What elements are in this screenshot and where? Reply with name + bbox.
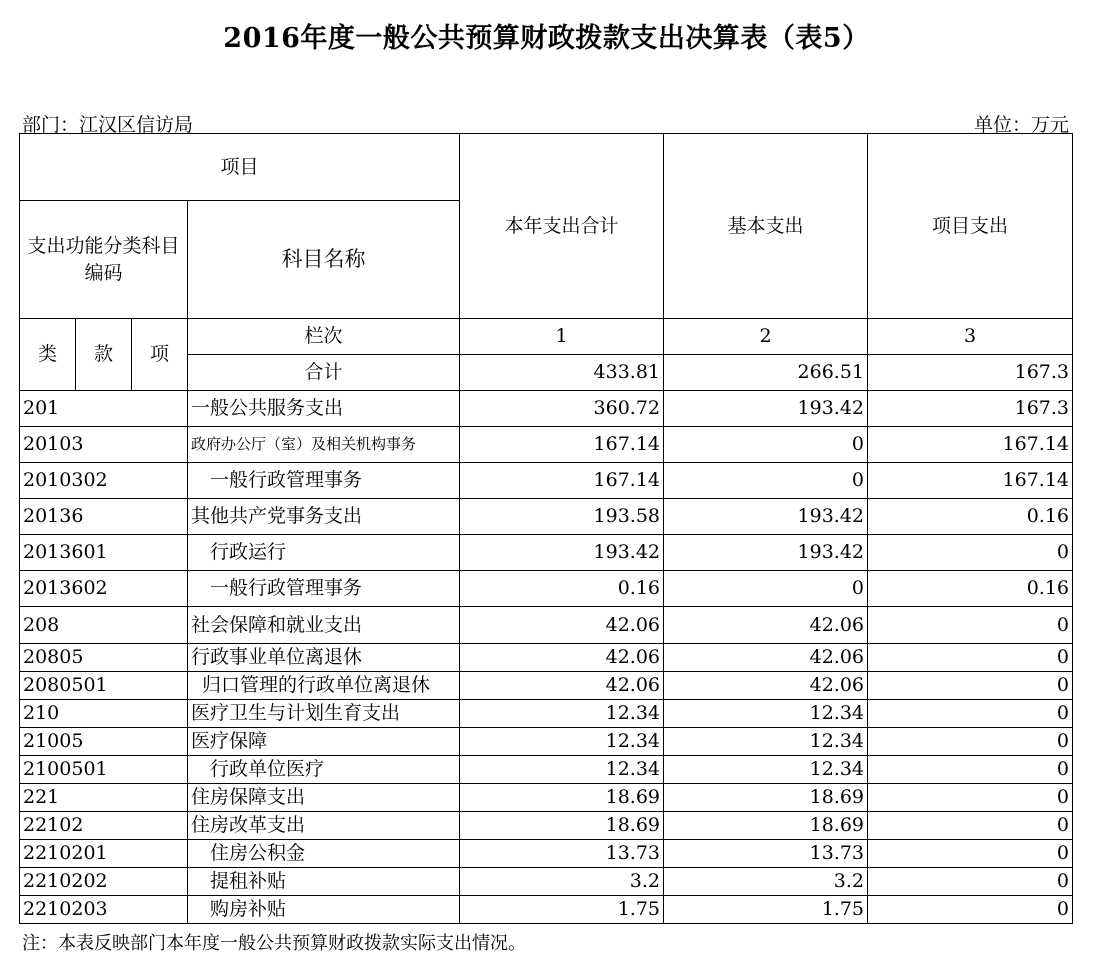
row-name: 提租补贴 bbox=[188, 868, 460, 896]
sum-basic: 266.51 bbox=[664, 355, 868, 391]
row-name: 其他共产党事务支出 bbox=[188, 499, 460, 535]
row-code: 21005 bbox=[20, 728, 188, 756]
header-lei: 类 bbox=[20, 319, 76, 391]
page-title: 2016年度一般公共预算财政拨款支出决算表（表5） bbox=[223, 23, 870, 54]
row-name: 医疗卫生与计划生育支出 bbox=[188, 700, 460, 728]
sum-project: 167.3 bbox=[868, 355, 1073, 391]
row-code: 2100501 bbox=[20, 756, 188, 784]
row-basic: 42.06 bbox=[664, 672, 868, 700]
row-basic: 0 bbox=[664, 427, 868, 463]
row-total: 12.34 bbox=[460, 728, 664, 756]
row-code: 2010302 bbox=[20, 463, 188, 499]
table-row bbox=[20, 644, 1073, 672]
row-total: 42.06 bbox=[460, 607, 664, 644]
row-total: 42.06 bbox=[460, 644, 664, 672]
row-name: 住房改革支出 bbox=[188, 812, 460, 840]
row-project: 0.16 bbox=[868, 499, 1073, 535]
row-code: 2210203 bbox=[20, 896, 188, 924]
table-row bbox=[20, 840, 1073, 868]
row-total: 18.69 bbox=[460, 812, 664, 840]
row-name: 行政事业单位离退休 bbox=[188, 644, 460, 672]
row-name: 一般行政管理事务 bbox=[188, 571, 460, 607]
row-basic: 3.2 bbox=[664, 868, 868, 896]
row-code: 2013602 bbox=[20, 571, 188, 607]
row-basic: 0 bbox=[664, 463, 868, 499]
column-number-1: 1 bbox=[460, 319, 664, 355]
table-row bbox=[20, 700, 1073, 728]
row-basic: 12.34 bbox=[664, 700, 868, 728]
row-project: 0 bbox=[868, 896, 1073, 924]
row-basic: 12.34 bbox=[664, 728, 868, 756]
row-name: 行政单位医疗 bbox=[188, 756, 460, 784]
table-row bbox=[20, 812, 1073, 840]
row-basic: 193.42 bbox=[664, 391, 868, 427]
row-code: 2210202 bbox=[20, 868, 188, 896]
row-code: 2210201 bbox=[20, 840, 188, 868]
row-code: 208 bbox=[20, 607, 188, 644]
table-row bbox=[20, 607, 1073, 644]
row-name: 政府办公厅（室）及相关机构事务 bbox=[188, 427, 460, 463]
row-code: 20805 bbox=[20, 644, 188, 672]
row-name: 一般公共服务支出 bbox=[188, 391, 460, 427]
row-total: 3.2 bbox=[460, 868, 664, 896]
header-code: 支出功能分类科目编码 bbox=[20, 201, 188, 319]
row-project: 167.3 bbox=[868, 391, 1073, 427]
table-row bbox=[20, 784, 1073, 812]
table-row bbox=[20, 463, 1073, 499]
row-name: 医疗保障 bbox=[188, 728, 460, 756]
row-name: 归口管理的行政单位离退休 bbox=[188, 672, 460, 700]
table-row bbox=[20, 868, 1073, 896]
row-project: 167.14 bbox=[868, 463, 1073, 499]
row-code: 210 bbox=[20, 700, 188, 728]
row-total: 12.34 bbox=[460, 700, 664, 728]
column-number-2: 2 bbox=[664, 319, 868, 355]
row-total: 42.06 bbox=[460, 672, 664, 700]
row-total: 0.16 bbox=[460, 571, 664, 607]
budget-table bbox=[19, 133, 1073, 924]
row-project: 0 bbox=[868, 672, 1073, 700]
row-code: 22102 bbox=[20, 812, 188, 840]
row-total: 167.14 bbox=[460, 427, 664, 463]
column-number-3: 3 bbox=[868, 319, 1073, 355]
row-project: 0 bbox=[868, 644, 1073, 672]
row-name: 购房补贴 bbox=[188, 896, 460, 924]
row-basic: 18.69 bbox=[664, 812, 868, 840]
unit-label: 单位：万元 bbox=[973, 114, 1069, 136]
table-row bbox=[20, 391, 1073, 427]
row-project: 0 bbox=[868, 812, 1073, 840]
table-row bbox=[20, 571, 1073, 607]
row-name: 行政运行 bbox=[188, 535, 460, 571]
footnote: 注：本表反映部门本年度一般公共预算财政拨款实际支出情况。 bbox=[22, 933, 526, 954]
department-label: 部门：江汉区信访局 bbox=[22, 114, 194, 136]
header-kuan: 款 bbox=[76, 319, 132, 391]
header-project: 项目支出 bbox=[868, 134, 1073, 319]
row-project: 0.16 bbox=[868, 571, 1073, 607]
row-code: 2013601 bbox=[20, 535, 188, 571]
row-code: 201 bbox=[20, 391, 188, 427]
table-row bbox=[20, 499, 1073, 535]
header-total: 本年支出合计 bbox=[460, 134, 664, 319]
row-total: 193.42 bbox=[460, 535, 664, 571]
header-xiang: 项 bbox=[132, 319, 188, 391]
header-name: 科目名称 bbox=[188, 201, 460, 319]
row-code: 20136 bbox=[20, 499, 188, 535]
row-name: 社会保障和就业支出 bbox=[188, 607, 460, 644]
table-row bbox=[20, 535, 1073, 571]
table-row bbox=[20, 427, 1073, 463]
row-total: 18.69 bbox=[460, 784, 664, 812]
row-code: 2080501 bbox=[20, 672, 188, 700]
row-project: 0 bbox=[868, 784, 1073, 812]
row-project: 0 bbox=[868, 700, 1073, 728]
table-row bbox=[20, 756, 1073, 784]
sum-label: 合计 bbox=[188, 355, 460, 391]
row-basic: 193.42 bbox=[664, 535, 868, 571]
row-basic: 18.69 bbox=[664, 784, 868, 812]
row-total: 360.72 bbox=[460, 391, 664, 427]
header-basic: 基本支出 bbox=[664, 134, 868, 319]
row-basic: 12.34 bbox=[664, 756, 868, 784]
row-project: 0 bbox=[868, 868, 1073, 896]
row-name: 一般行政管理事务 bbox=[188, 463, 460, 499]
row-project: 0 bbox=[868, 728, 1073, 756]
row-basic: 0 bbox=[664, 571, 868, 607]
row-project: 0 bbox=[868, 840, 1073, 868]
row-total: 167.14 bbox=[460, 463, 664, 499]
row-code: 221 bbox=[20, 784, 188, 812]
table-row bbox=[20, 728, 1073, 756]
row-basic: 1.75 bbox=[664, 896, 868, 924]
row-project: 167.14 bbox=[868, 427, 1073, 463]
row-project: 0 bbox=[868, 756, 1073, 784]
row-total: 12.34 bbox=[460, 756, 664, 784]
row-total: 13.73 bbox=[460, 840, 664, 868]
row-project: 0 bbox=[868, 607, 1073, 644]
sum-total: 433.81 bbox=[460, 355, 664, 391]
row-basic: 13.73 bbox=[664, 840, 868, 868]
row-basic: 42.06 bbox=[664, 644, 868, 672]
row-total: 193.58 bbox=[460, 499, 664, 535]
table-row bbox=[20, 672, 1073, 700]
row-basic: 42.06 bbox=[664, 607, 868, 644]
column-label: 栏次 bbox=[188, 319, 460, 355]
row-project: 0 bbox=[868, 535, 1073, 571]
row-name: 住房保障支出 bbox=[188, 784, 460, 812]
table-row bbox=[20, 896, 1073, 924]
header-item: 项目 bbox=[20, 134, 460, 201]
row-basic: 193.42 bbox=[664, 499, 868, 535]
row-name: 住房公积金 bbox=[188, 840, 460, 868]
row-total: 1.75 bbox=[460, 896, 664, 924]
row-code: 20103 bbox=[20, 427, 188, 463]
